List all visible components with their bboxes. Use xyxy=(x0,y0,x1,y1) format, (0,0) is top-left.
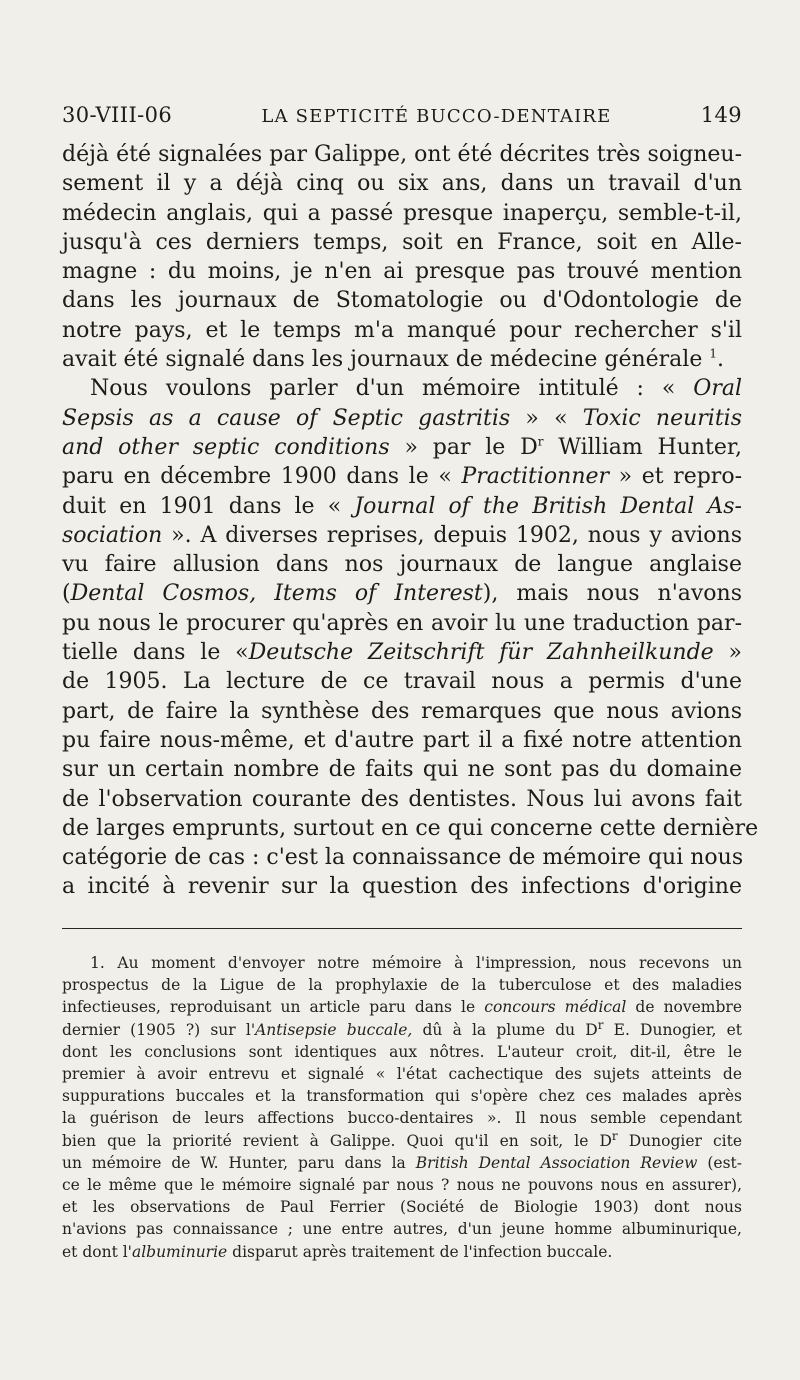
text-fragment: dû à la plume du D xyxy=(422,1020,598,1039)
text-line: part, de faire la synthèse des remarques que nous avions xyxy=(62,698,742,724)
text-line xyxy=(62,462,742,491)
text-fragment: tielle dans le « xyxy=(62,640,249,666)
text-fragment: ». A diverses reprises, depuis 1902, nous y avions xyxy=(171,522,743,548)
footnote-line: 1. Au moment d'envoyer notre mémoire à l'impression, nous recevons un xyxy=(90,954,742,972)
text-fragment: avait été signalé dans les journaux de médecine générale xyxy=(62,347,703,373)
text-line: catégorie de cas : c'est la connaissance de mémoire qui nous xyxy=(62,845,744,871)
italic-title: Toxic neuritis xyxy=(582,405,742,431)
text-line: pu faire nous-même, et d'autre part il a fixé notre attention xyxy=(62,727,742,753)
text-fragment: de novembre xyxy=(635,998,743,1017)
italic-title: British Dental Association Review xyxy=(415,1153,698,1172)
text-line: dans les journaux de Stomatologie ou d'Odontologie de xyxy=(62,288,742,314)
text-fragment: Nous voulons parler d'un mémoire intitulé : « xyxy=(90,376,676,402)
footnote-mark: 1 xyxy=(709,346,717,361)
text-line: magne : du moins, je n'en ai presque pas trouvé mention xyxy=(62,259,742,285)
text-fragment: infectieuses, reproduisant un article paru dans le xyxy=(62,998,476,1017)
text-fragment: (est- xyxy=(707,1153,742,1172)
superscript: r xyxy=(611,1128,618,1143)
italic-title: Antisepsie buccale, xyxy=(255,1020,413,1039)
text-fragment: » par le D xyxy=(404,434,538,460)
text-line xyxy=(62,345,742,374)
text-fragment: Dunogier cite xyxy=(628,1131,742,1150)
header-title: LA SEPTICITÉ BUCCO-DENTAIRE xyxy=(261,106,612,127)
footnote-divider xyxy=(62,928,742,929)
text-line: médecin anglais, qui a passé presque inaperçu, semble-t-il, xyxy=(62,200,742,226)
footnote-line xyxy=(62,1241,742,1263)
text-fragment: E. Dunogier, et xyxy=(613,1020,743,1039)
running-header xyxy=(62,103,742,127)
footnote-line xyxy=(62,1152,742,1174)
text-fragment: bien que la priorité revient à Galippe. Quoi qu'il en soit, le D xyxy=(62,1131,612,1150)
italic-title: concours médical xyxy=(484,998,627,1017)
italic-title: Journal of the British Dental As- xyxy=(354,493,742,519)
text-fragment: ), mais nous n'avons xyxy=(482,581,743,607)
italic-title: Sepsis as a cause of Septic gastritis xyxy=(62,405,511,431)
text-fragment: et dont l' xyxy=(62,1242,132,1261)
footnote-line xyxy=(62,996,742,1018)
text-line: sement il y a déjà cinq ou six ans, dans un travail d'un xyxy=(62,171,742,197)
text-fragment: » et repro- xyxy=(618,464,742,490)
footnote-line: suppurations buccales et la transformation qui s'opère chez ces malades après xyxy=(62,1087,742,1106)
text-line xyxy=(62,492,742,521)
text-fragment: William Hunter, xyxy=(558,434,743,460)
footnote-line: premier à avoir entrevu et signalé « l'état cachectique des sujets atteints de xyxy=(62,1065,742,1084)
italic-title: Deutsche Zeitschrift für Zahnheilkunde xyxy=(248,640,714,666)
text-fragment: » « xyxy=(525,405,568,431)
italic-title: and other septic conditions xyxy=(62,434,390,460)
text-line xyxy=(62,433,742,462)
text-fragment: . xyxy=(716,347,724,373)
text-fragment: » xyxy=(728,640,742,666)
text-line xyxy=(62,579,742,608)
text-line: déjà été signalées par Galippe, ont été décrites très soigneu- xyxy=(62,142,742,167)
text-line xyxy=(62,374,742,403)
italic-title: sociation xyxy=(62,522,163,548)
footnote-line: dont les conclusions sont identiques aux nôtres. L'auteur croit, dit-il, être le xyxy=(62,1042,742,1061)
text-line: jusqu'à ces derniers temps, soit en France, soit en Alle- xyxy=(62,229,742,255)
main-text xyxy=(62,140,759,902)
footnote-line: la guérison de leurs affections bucco-dentaires ». Il nous semble cependant xyxy=(62,1109,742,1128)
text-fragment: disparut après traitement de l'infection buccale. xyxy=(232,1242,613,1261)
page-number: 149 xyxy=(700,103,742,127)
footnote-line: et les observations de Paul Ferrier (Société de Biologie 1903) dont nous xyxy=(62,1198,742,1217)
text-fragment: un mémoire de W. Hunter, paru dans la xyxy=(62,1153,406,1172)
footnote xyxy=(62,952,742,1263)
text-line: de 1905. La lecture de ce travail nous a permis d'une xyxy=(62,669,742,695)
superscript: r xyxy=(597,1017,604,1032)
italic-title: Dental Cosmos, Items of Interest xyxy=(70,581,483,607)
footnote-line: prospectus de la Ligue de la prophylaxie de la tuberculose et des maladies xyxy=(62,976,742,995)
text-fragment: ( xyxy=(62,581,71,607)
text-line: a incité à revenir sur la question des infections d'origine xyxy=(62,874,742,900)
text-line: vu faire allusion dans nos journaux de langue anglaise xyxy=(62,552,742,578)
header-date: 30-VIII-06 xyxy=(62,103,173,127)
text-line xyxy=(62,638,742,667)
footnote-line: ce le même que le mémoire signalé par nous ? nous ne pouvons nous en assurer), xyxy=(62,1176,742,1195)
text-line: notre pays, et le temps m'a manqué pour rechercher s'il xyxy=(62,317,742,343)
superscript: r xyxy=(537,434,544,449)
text-fragment: duit en 1901 dans le « xyxy=(62,493,342,519)
text-fragment: paru en décembre 1900 dans le « xyxy=(62,464,452,490)
text-line: de l'observation courante des dentistes. Nous lui avons fait xyxy=(62,786,742,812)
text-line: sur un certain nombre de faits qui ne sont pas du domaine xyxy=(62,757,742,783)
footnote-line: n'avions pas connaissance ; une entre autres, d'un jeune homme albuminurique, xyxy=(62,1220,742,1239)
text-fragment: dernier (1905 ?) sur l' xyxy=(62,1020,256,1039)
footnote-line xyxy=(62,1019,742,1041)
text-line: pu nous le procurer qu'après en avoir lu une traduction par- xyxy=(62,610,742,636)
italic-title: albuminurie xyxy=(131,1242,228,1261)
italic-title: Practitionner xyxy=(461,464,610,490)
footnote-line xyxy=(62,1130,742,1152)
text-line xyxy=(62,521,742,550)
text-line: de larges emprunts, surtout en ce qui concerne cette dernière xyxy=(62,815,759,841)
text-line xyxy=(62,404,742,433)
italic-title: Oral xyxy=(693,376,743,402)
